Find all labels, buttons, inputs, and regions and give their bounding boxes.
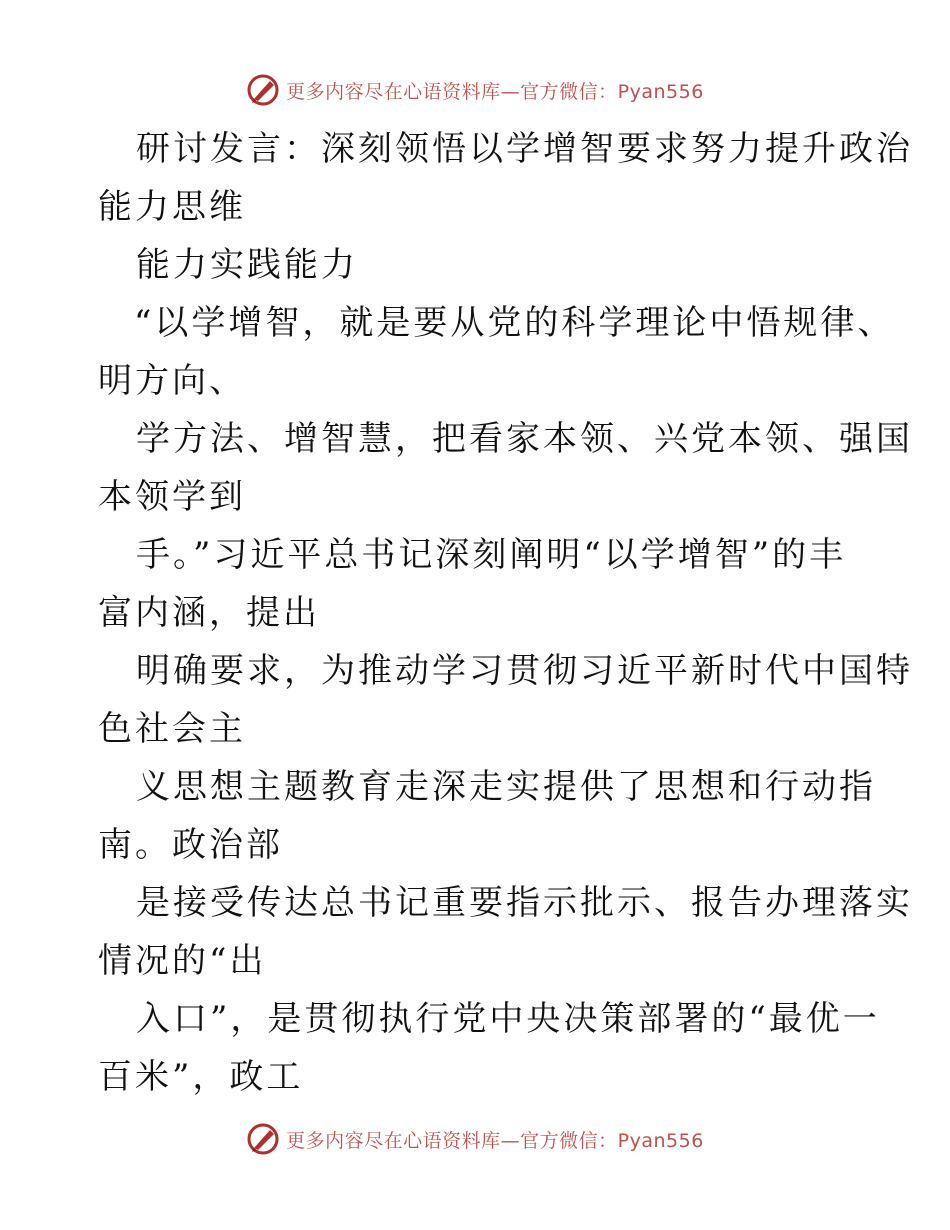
text-line: 能力实践能力	[136, 245, 358, 285]
text-line: 南。政治部	[98, 825, 283, 865]
text-line: 手。”习近平总书记深刻阐明“以学增智”的丰	[136, 535, 847, 575]
document-body	[98, 120, 913, 1106]
text-line: 富内涵，提出	[98, 593, 320, 633]
text-line: 明确要求，为推动学习贯彻习近平新时代中国特	[136, 651, 913, 691]
header-banner	[0, 70, 950, 110]
text-line: 色社会主	[98, 709, 246, 749]
text-line: 百米”，政工	[98, 1057, 304, 1097]
text-line: 能力思维	[98, 187, 246, 227]
text-line: 情况的“出	[98, 941, 267, 981]
text-line: 学方法、增智慧，把看家本领、兴党本领、强国	[136, 419, 913, 459]
text-line: “以学增智，就是要从党的科学理论中悟规律、	[134, 303, 895, 343]
footer-banner	[0, 1119, 950, 1159]
text-line: 研讨发言：深刻领悟以学增智要求努力提升政治	[136, 129, 913, 169]
text-line: 是接受传达总书记重要指示批示、报告办理落实	[136, 883, 913, 923]
pen-logo-icon	[246, 1122, 280, 1156]
text-line: 义思想主题教育走深走实提供了思想和行动指	[136, 767, 876, 807]
pen-logo-icon	[246, 73, 280, 107]
text-line: 本领学到	[98, 477, 246, 517]
text-line: 明方向、	[98, 361, 246, 401]
footer-banner-text: 更多内容尽在心语资料库—官方微信：Pyan556	[286, 1129, 704, 1152]
header-banner-text: 更多内容尽在心语资料库—官方微信：Pyan556	[286, 80, 704, 103]
text-line: 入口”，是贯彻执行党中央决策部署的“最优一	[136, 999, 880, 1039]
